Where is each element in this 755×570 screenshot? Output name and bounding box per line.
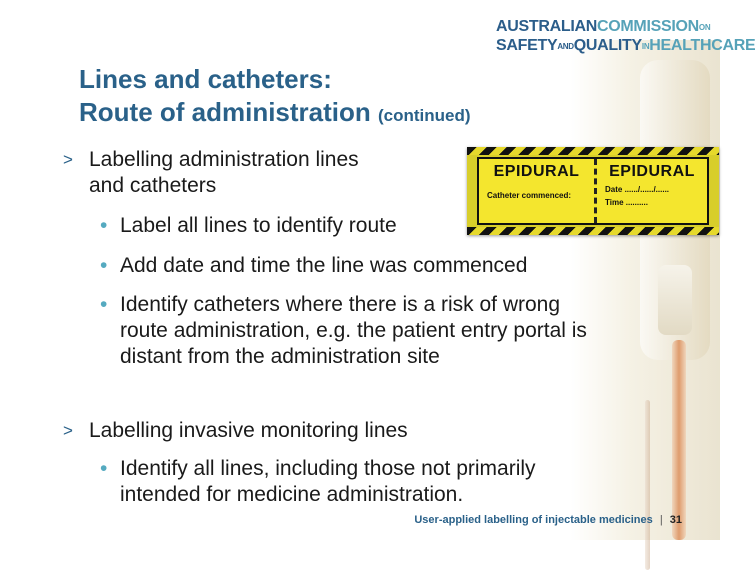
epidural-label-left-panel bbox=[479, 159, 597, 223]
sub-bullet-identify-catheters bbox=[100, 292, 600, 370]
hazard-stripes-top bbox=[467, 147, 719, 155]
logo-text-in: IN bbox=[641, 42, 650, 51]
bullet-text-line-2: and catheters bbox=[89, 174, 217, 197]
epidural-label-right-panel bbox=[597, 159, 707, 223]
epidural-label-body bbox=[477, 157, 709, 225]
epidural-left-title: EPIDURAL bbox=[493, 163, 580, 180]
bullet-administration-lines bbox=[63, 147, 359, 199]
title-continued: (continued) bbox=[378, 106, 471, 125]
bullet-text-line-1: Labelling administration lines bbox=[89, 148, 359, 171]
iv-tube-shape bbox=[669, 340, 686, 540]
sub-bullet-text: Identify all lines, including those not primarily intended for medicine administration. bbox=[120, 457, 536, 506]
sub-bullet-text: Label all lines to identify route bbox=[120, 214, 397, 237]
logo-text-health: HEALTH bbox=[649, 37, 712, 54]
logo-text-commission: COMMISSION bbox=[597, 18, 699, 35]
sub-bullet-text: Add date and time the line was commenced bbox=[120, 254, 528, 277]
logo-text-australian: AUSTRALIAN bbox=[496, 18, 597, 35]
logo-text-care: CARE bbox=[711, 37, 755, 54]
logo-text-quality: QUALITY bbox=[573, 37, 642, 54]
title-line-1: Lines and catheters: bbox=[79, 64, 332, 94]
bullet-marker: > bbox=[63, 421, 73, 440]
slide-title bbox=[79, 63, 471, 132]
time-field: Time .......... bbox=[605, 198, 648, 207]
hazard-stripes-bottom bbox=[467, 227, 719, 235]
sub-bullet-dot: • bbox=[100, 254, 108, 277]
sub-bullet-identify-all-lines bbox=[100, 456, 610, 508]
sub-bullet-dot: • bbox=[100, 457, 108, 480]
sub-bullet-date-time bbox=[100, 253, 600, 279]
epidural-right-title: EPIDURAL bbox=[609, 163, 695, 180]
sub-bullet-dot: • bbox=[100, 293, 108, 316]
commission-logo bbox=[496, 18, 755, 56]
footer-title: User-applied labelling of injectable medicines bbox=[414, 514, 653, 526]
bottle-shape bbox=[658, 265, 692, 335]
footer-separator: | bbox=[659, 514, 663, 526]
slide-footer bbox=[414, 514, 682, 526]
sub-bullet-label-route bbox=[100, 213, 440, 239]
page-number: 31 bbox=[669, 514, 682, 526]
date-field: Date ....../....../...... bbox=[605, 185, 670, 194]
logo-text-and: AND bbox=[557, 42, 574, 51]
catheter-commenced-field: Catheter commenced: bbox=[487, 191, 572, 200]
bullet-monitoring-lines bbox=[63, 418, 408, 444]
logo-text-on: ON bbox=[698, 23, 711, 32]
sub-bullet-dot: • bbox=[100, 214, 108, 237]
bullet-text-line-1: Labelling invasive monitoring lines bbox=[89, 419, 408, 442]
sub-bullet-text: Identify catheters where there is a risk of wrong route administration, e.g. the patient entry portal is distant from the administration site bbox=[120, 293, 587, 368]
bullet-marker: > bbox=[63, 150, 73, 169]
logo-text-safety: SAFETY bbox=[496, 37, 558, 54]
epidural-label-image bbox=[467, 147, 719, 235]
title-line-2: Route of administration bbox=[79, 97, 371, 127]
iv-thin-tube-shape bbox=[645, 400, 650, 570]
